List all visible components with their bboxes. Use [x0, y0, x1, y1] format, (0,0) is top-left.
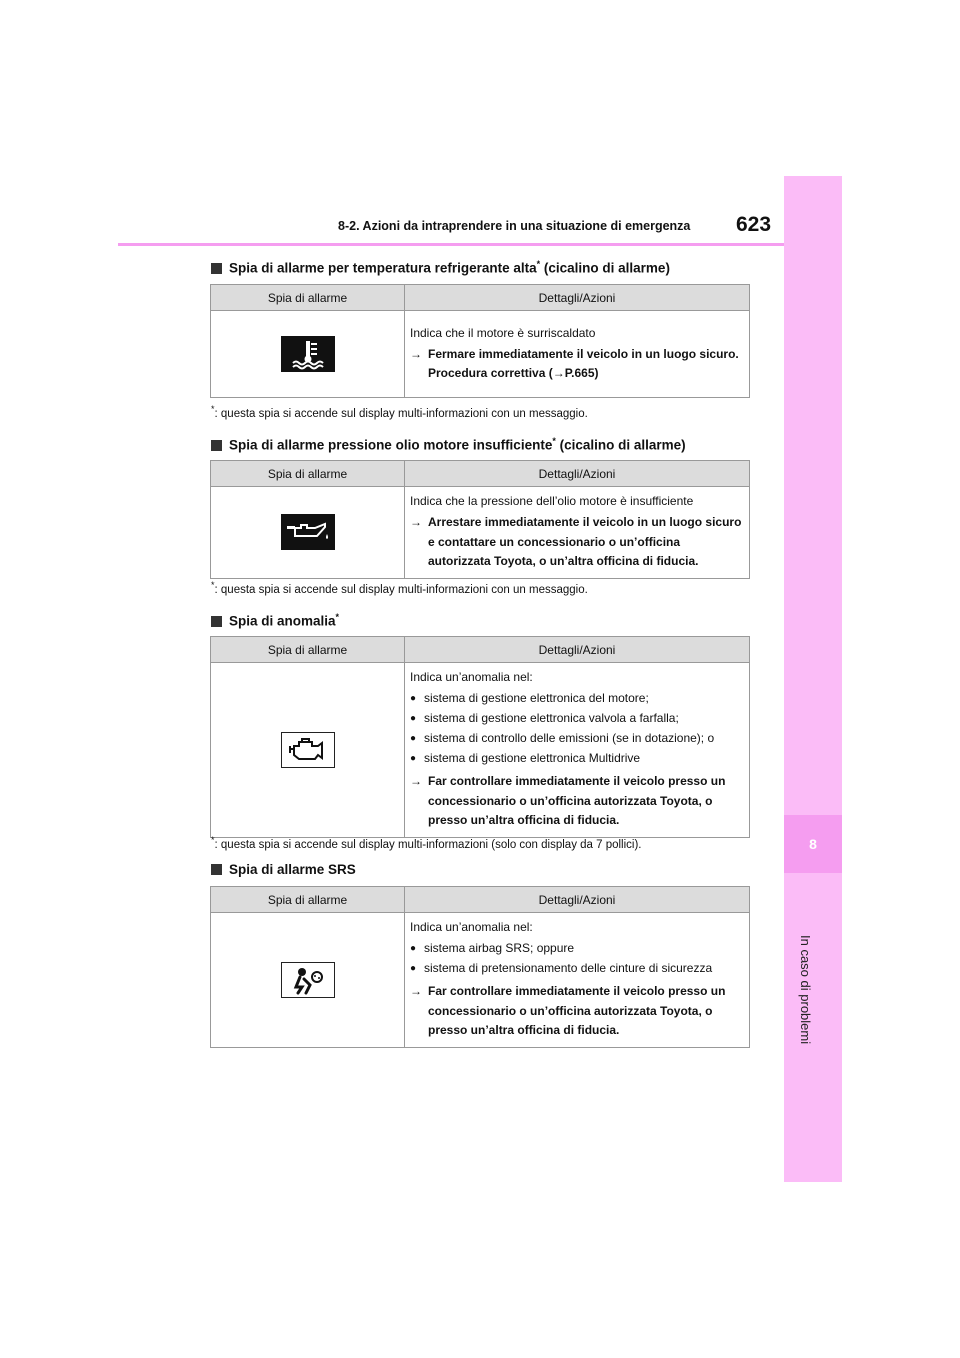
square-bullet-icon [211, 440, 222, 451]
warning-table-coolant [210, 284, 750, 398]
list-item: ● sistema di controllo delle emissioni (se in dotazione); o [410, 729, 745, 748]
table-header-light: Spia di allarme [211, 887, 405, 913]
page-reference-link[interactable]: → [552, 366, 565, 380]
srs-airbag-icon [281, 962, 335, 998]
table-header-details: Dettagli/Azioni [405, 461, 750, 487]
description: Indica che il motore è surriscaldato [410, 325, 596, 340]
table-header-details: Dettagli/Azioni [405, 887, 750, 913]
header-rule [118, 243, 784, 246]
list-item: ● sistema di pretensionamento delle cinture di sicurezza [410, 959, 745, 978]
chapter-tab-label: In caso di problemi [798, 935, 813, 1045]
oil-pressure-icon [281, 514, 335, 550]
description: Indica un’anomalia nel: [410, 920, 533, 934]
list-item: ● sistema di gestione elettronica Multidrive [410, 749, 745, 768]
section-title-malfunction: Spia di anomalia* [211, 612, 339, 629]
table-header-light: Spia di allarme [211, 461, 405, 487]
table-header-light: Spia di allarme [211, 285, 405, 311]
square-bullet-icon [211, 864, 222, 875]
page-reference-link[interactable]: P.665 [564, 366, 595, 380]
side-tab-strip [784, 176, 842, 1182]
list-item: ● sistema di gestione elettronica del motore; [410, 689, 745, 708]
warning-table-srs [210, 886, 750, 1048]
list-item: ● sistema airbag SRS; oppure [410, 939, 745, 958]
list-item: ● sistema di gestione elettronica valvola a farfalla; [410, 709, 745, 728]
action-text: → Far controllare immediatamente il veicolo presso un concessionario o un’officina autorizzata Toyota, o presso un’altra officina di fiducia. [410, 984, 726, 1037]
warning-table-malfunction [210, 636, 750, 838]
chapter-tab-number[interactable]: 8 [784, 815, 842, 873]
table-header-details: Dettagli/Azioni [405, 637, 750, 663]
footnote-oil: *: questa spia si accende sul display multi-informazioni con un messaggio. [211, 580, 588, 596]
section-title-oil: Spia di allarme pressione olio motore insufficiente* (cicalino di allarme) [211, 436, 686, 453]
running-header: 8-2. Azioni da intraprendere in una situazione di emergenza [338, 219, 691, 233]
table-header-light: Spia di allarme [211, 637, 405, 663]
warning-table-oil [210, 460, 750, 579]
table-header-details: Dettagli/Azioni [405, 285, 750, 311]
section-title-coolant: Spia di allarme per temperatura refrigerante alta* (cicalino di allarme) [211, 259, 670, 276]
section-title-srs: Spia di allarme SRS [211, 862, 356, 877]
page-number: 623 [736, 213, 772, 236]
check-engine-icon [281, 732, 335, 768]
action-text: → Arrestare immediatamente il veicolo in un luogo sicuro e contattare un concessionario o un’officina autorizzata Toyota, o un’altra officina di fiducia. [410, 515, 742, 568]
description: Indica un’anomalia nel: [410, 670, 533, 684]
footnote-coolant: *: questa spia si accende sul display multi-informazioni con un messaggio. [211, 404, 588, 420]
description: Indica che la pressione dell’olio motore è insufficiente [410, 494, 694, 508]
action-text: → Fermare immediatamente il veicolo in un luogo sicuro. Procedura correttiva (→P.665) [410, 346, 739, 380]
coolant-temperature-icon [281, 336, 335, 372]
action-text: → Far controllare immediatamente il veicolo presso un concessionario o un’officina autorizzata Toyota, o presso un’altra officina di fiducia. [410, 774, 726, 827]
square-bullet-icon [211, 616, 222, 627]
square-bullet-icon [211, 263, 222, 274]
footnote-malfunction: *: questa spia si accende sul display multi-informazioni (solo con display da 7 pollici). [211, 835, 642, 851]
